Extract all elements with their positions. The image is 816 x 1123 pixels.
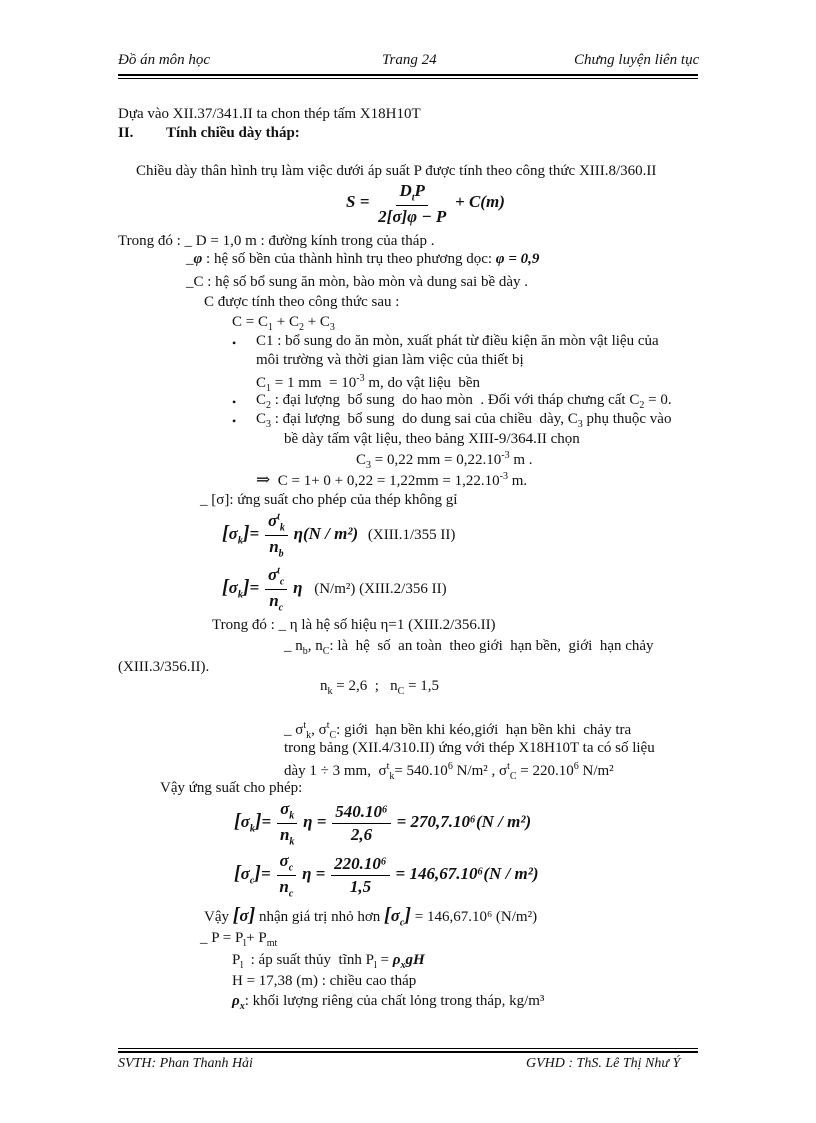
thickness-formula: S = $\frac{D_tP}{2[\sigma]\varphi - P}$ + C(m) — [346, 181, 505, 226]
hydrostatic-pressure-line: $P_l$ : áp suất thủy tĩnh $P_l = \rho_xgH$ — [232, 952, 425, 971]
header-right: Chưng luyện liên tục — [574, 52, 700, 68]
height-line: H = 17,38 (m) : chiều cao tháp — [232, 973, 417, 989]
c2-text: $C_2$ : đại lượng bổ sung do hao mòn . Đối với tháp chưng cất $C_2 = 0$. — [256, 392, 672, 411]
limit-stress-line-2: trong bảng (XII.4/310.II) ứng với thép X18H10T ta có số liệu — [284, 740, 655, 756]
section-number: II. — [118, 125, 134, 141]
header-page-number: Trang 24 — [382, 52, 437, 68]
header-rule-thin — [118, 78, 698, 79]
c1-value: $C_1 = 1$ mm = $10^{-3}$ m, do vật liệu bền — [256, 373, 481, 394]
allowable-intro: Vậy ứng suất cho phép: — [160, 780, 303, 796]
chosen-stress-line: Vậy [σ] nhận giá trị nhỏ hơn $[\sigma_c] = 146,67.10^6$ (N/m²) — [204, 904, 538, 929]
limit-stress-values: dày 1 ÷ 3 mm, $\sigma^t_k= 540.10^6$ N/m² , $\sigma^t_C = 220.10^6$ N/m² — [284, 761, 614, 782]
bullet-icon: • — [232, 414, 237, 428]
phi-value: φ = 0,9 — [495, 251, 540, 267]
c3-value: $C_3 = 0,22$ mm = $0,22.10^{-3}$ m . — [356, 450, 533, 471]
intro-paragraph: Chiều dày thân hình trụ làm việc dưới áp suất P được tính theo công thức XIII.8/360.II — [136, 163, 657, 179]
c1-text-cont: môi trường và thời gian làm việc của thiết bị — [256, 352, 524, 368]
limit-stress-line: _ $\sigma^t_k$, $\sigma^t_C$: giới hạn bền khi kéo,giới hạn bền khi chảy tra — [284, 720, 632, 741]
c-sum-formula: $C = C_1 + C_2 + C_3$ — [232, 314, 335, 333]
section-title: Tính chiều dày tháp: — [166, 125, 300, 141]
allowable-result-c: $[\sigma_c]=$ $\frac{\sigma_c}{n_c}$ η = $\frac{\text{220.10⁶}}{1,5}$ = 146,67.10⁶(N / m²) — [234, 851, 539, 900]
safety-factor-ref: (XIII.3/356.II). — [118, 659, 210, 675]
safety-factor-values: $n_k = 2,6$ ; $n_C = 1,5$ — [320, 678, 440, 697]
footer-rule — [118, 1051, 698, 1053]
footer-rule-thin — [118, 1048, 698, 1049]
allowable-stress-equation-1: $[\sigma_k]=$ $\frac{\sigma^t_k}{n_b}$ η(N / m²) (XIII.1/355 II) — [222, 511, 456, 560]
header-rule — [118, 74, 698, 76]
c3-text: $C_3$ : đại lượng bổ sung do dung sai của chiều dày, $C_3$ phụ thuộc vào — [256, 411, 672, 430]
footer-student: SVTH: Phan Thanh Hải — [118, 1056, 253, 1071]
c-total: ⇒ $C = 1+ 0 + 0,22 = 1,22mm = 1,22.10^{-3}$ m. — [256, 470, 528, 489]
where-d-line: Trong đó : _ D = 1,0 m : đường kính trong của tháp . — [118, 233, 435, 249]
pressure-sum: _ $P = P_l+ P_{mt}$ — [200, 930, 278, 949]
allowable-result-k: $[\sigma_k]=$ $\frac{\sigma_k}{n_k}$ η = $\frac{\text{540.10⁶}}{2,6}$ = 270,7.10⁶(N / m²) — [234, 799, 532, 848]
phi-line: _φ : hệ số bền của thành hình trụ theo phương dọc: φ = 0,9 — [186, 251, 540, 267]
implies-arrow-icon: ⇒ — [256, 470, 271, 489]
safety-factor-line: _ $n_b$, $n_C$: là hệ số an toàn theo giới hạn bền, giới hạn chảy — [284, 638, 654, 657]
material-choice-line: Dựa vào XII.37/341.II ta chon thép tấm X18H10T — [118, 106, 421, 122]
footer-advisor: GVHD : ThS. Lê Thị Như Ý — [526, 1056, 681, 1071]
density-line: $\rho_x$: khối lượng riêng của chất lỏng trong tháp, kg/m³ — [232, 993, 545, 1012]
c-coefficient-line: _C : hệ số bổ sung ăn mòn, bào mòn và dung sai bề dày . — [186, 274, 529, 290]
c1-text: C1 : bổ sung do ăn mòn, xuất phát từ điều kiện ăn mòn vật liệu của — [256, 333, 659, 349]
c-formula-intro: C được tính theo công thức sau : — [204, 294, 400, 310]
bullet-icon: • — [232, 336, 237, 350]
header-left: Đồ án môn học — [118, 52, 211, 68]
bullet-icon: • — [232, 395, 237, 409]
eta-line: Trong đó : _ η là hệ số hiệu η=1 (XIII.2/356.II) — [212, 617, 496, 633]
allowable-stress-equation-2: $[\sigma_k]=$ $\frac{\sigma^t_c}{n_c}$ η (N/m²) (XIII.2/356 II) — [222, 565, 447, 614]
sigma-intro: _ [σ]: ứng suất cho phép của thép không gỉ — [200, 492, 458, 508]
c3-text-cont: bề dày tấm vật liệu, theo bảng XIII-9/364.II chọn — [284, 431, 580, 447]
